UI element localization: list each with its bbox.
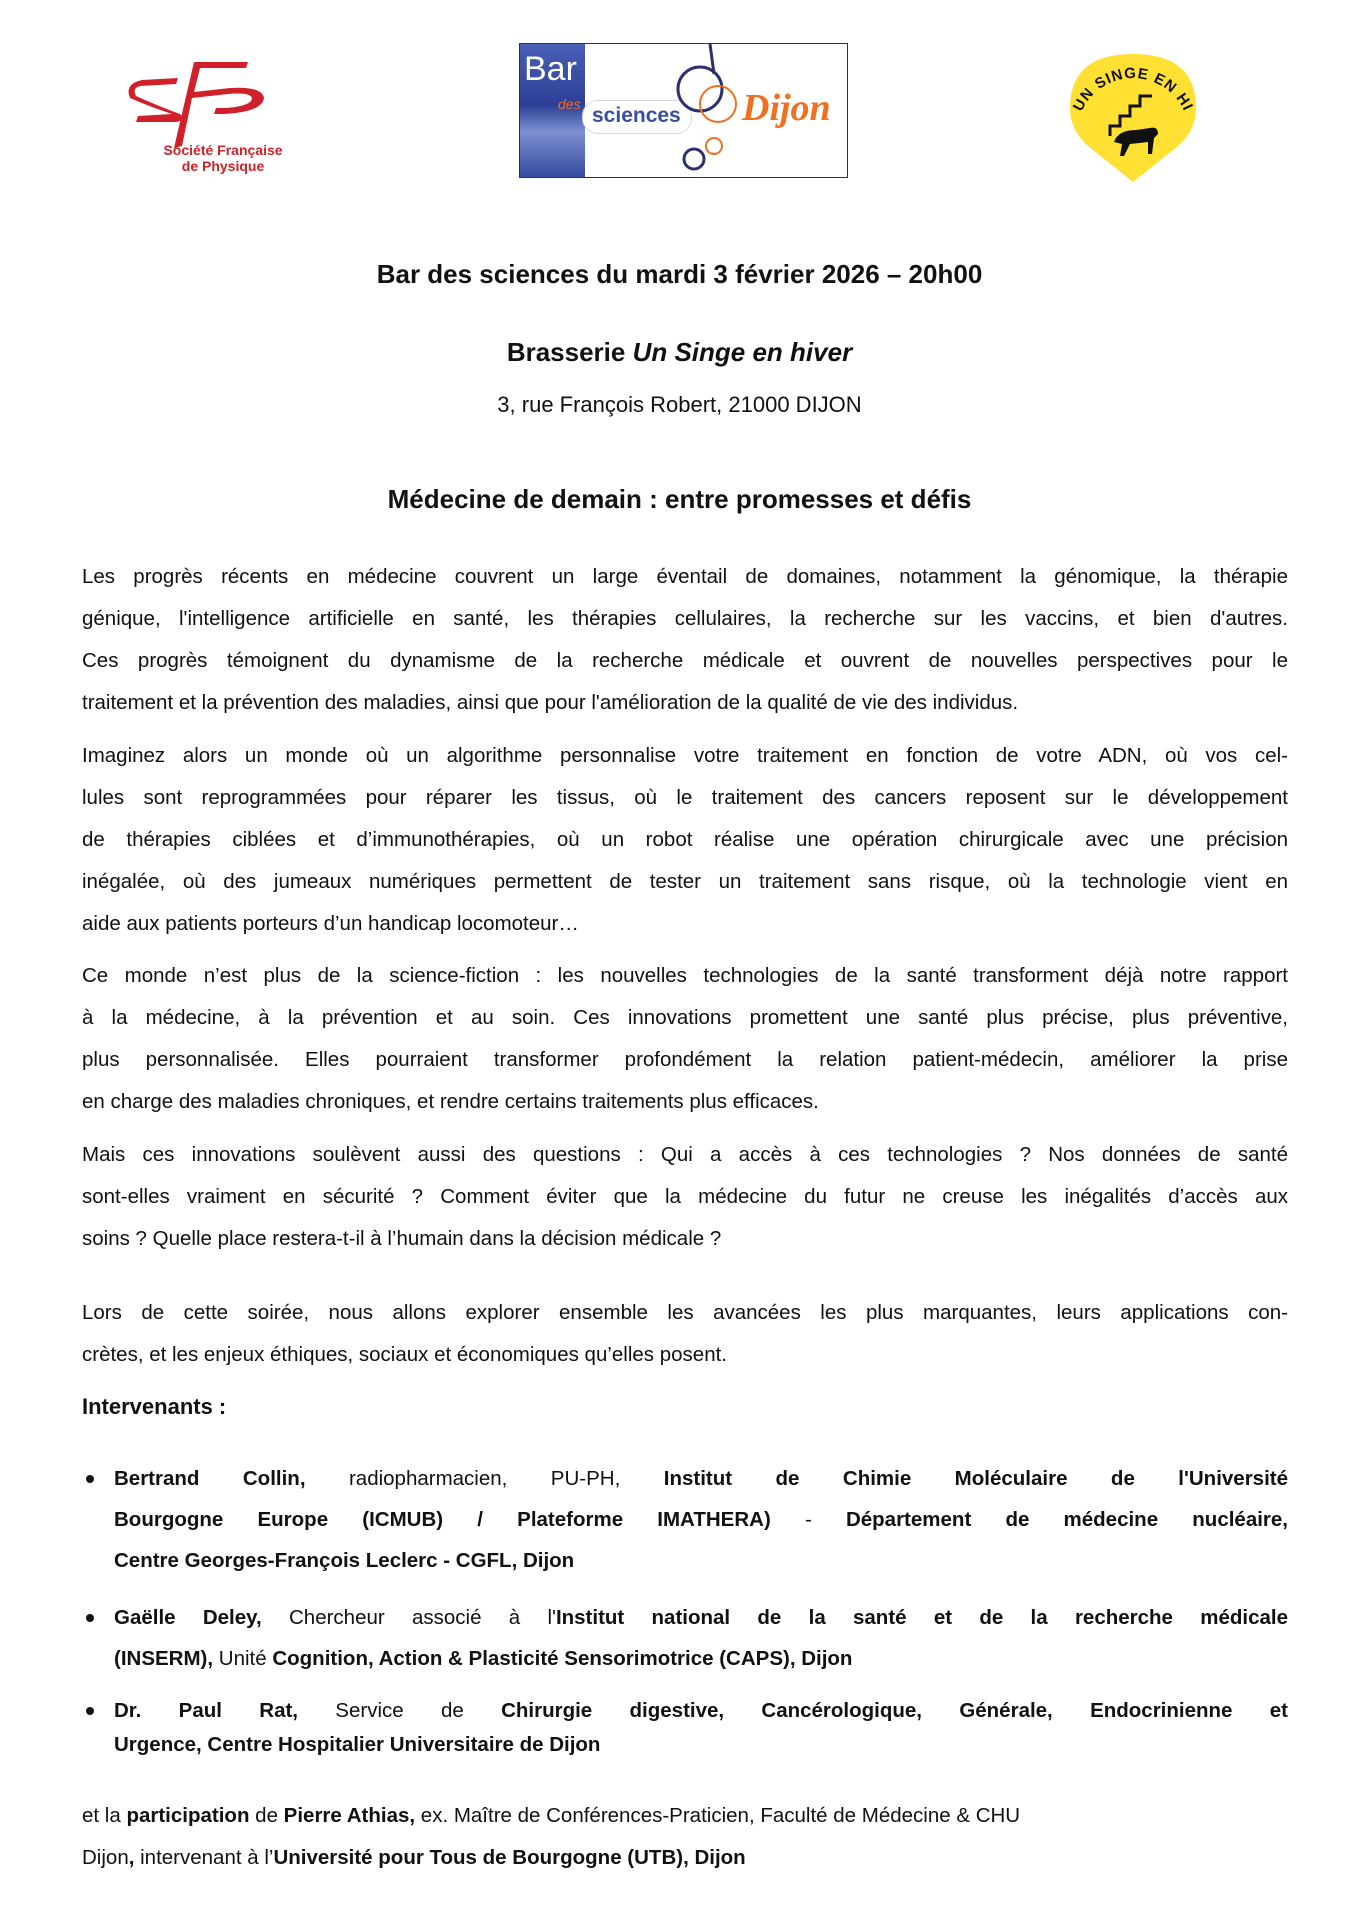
bold-text: Centre Georges-François Leclerc - CGFL, Dijon	[114, 1549, 575, 1572]
paragraph-line: Ce monde n’est plus de la science-fiction : les nouvelles technologies de la santé transforment déjà notre rapport	[82, 964, 1288, 987]
paragraph-questions	[82, 1134, 1288, 1260]
speaker-text	[114, 1597, 1288, 1679]
paragraph-line: traitement et la prévention des maladies, ainsi que pour l'amélioration de la qualité de vie des individus.	[82, 691, 1019, 714]
text-line	[114, 1499, 1288, 1540]
bold-text: Dr. Paul Rat,	[114, 1699, 298, 1722]
paragraph-line: Mais ces innovations soulèvent aussi des questions : Qui a accès à ces technologies ? Nos données de santé	[82, 1143, 1288, 1166]
paragraph-science-fiction	[82, 955, 1288, 1123]
text-run: intervenant à l’	[134, 1846, 274, 1869]
bold-text: Institut national de la santé et de la recherche médicale	[555, 1606, 1288, 1629]
text-run: ex. Maître de Conférences-Praticien, Faculté de Médecine & CHU	[415, 1804, 1021, 1827]
bold-text: Université pour Tous de Bourgogne (UTB), Dijon	[273, 1846, 746, 1869]
text-run: et la	[82, 1804, 127, 1827]
bold-text: Bourgogne Europe (ICMUB) / Plateforme IMATHERA)	[114, 1508, 771, 1531]
text-run: Chercheur associé à l'	[261, 1606, 556, 1629]
text-run: radiopharmacien, PU-PH,	[305, 1467, 664, 1490]
bar-des-sciences-logo	[519, 43, 848, 178]
sfp-logo-text-1: Société Française	[163, 142, 283, 158]
text-run: Dijon	[82, 1846, 129, 1869]
text-line	[82, 1837, 1288, 1879]
bold-text: Pierre Athias,	[283, 1804, 416, 1827]
event-title: Bar des sciences du mardi 3 février 2026 – 20h00	[376, 259, 983, 289]
paragraph-imagine	[82, 735, 1288, 945]
bullet-icon	[86, 1475, 94, 1483]
bicycle-figure-icon	[670, 44, 750, 178]
text-run: Service de	[298, 1699, 502, 1722]
topic-title: Médecine de demain : entre promesses et défis	[387, 484, 972, 514]
paragraph-line: crètes, et les enjeux éthiques, sociaux et économiques qu’elles posent.	[82, 1343, 727, 1366]
venue-heading	[0, 337, 1359, 368]
paragraph-line: Ces progrès témoignent du dynamisme de la recherche médicale et ouvrent de nouvelles perspectives pour le	[82, 649, 1288, 672]
paragraph-line: soins ? Quelle place restera-t-il à l’humain dans la décision médicale ?	[82, 1227, 722, 1250]
logo-des-text: des	[558, 96, 581, 112]
bold-text: Chirurgie digestive, Cancérologique, Générale, Endocrinienne et	[501, 1699, 1288, 1722]
text-run: Unité	[213, 1647, 273, 1670]
text-run: -	[770, 1508, 846, 1531]
venue-prefix: Brasserie	[506, 337, 633, 367]
paragraph-line: sont-elles vraiment en sécurité ? Comment éviter que la médecine du futur ne creuse les inégalités d’accès aux	[82, 1185, 1288, 1208]
bold-text: participation	[126, 1804, 250, 1827]
bullet-icon	[86, 1614, 94, 1622]
sfp-logo	[128, 62, 308, 182]
un-singe-en-hiver-logo	[1058, 46, 1208, 186]
paragraph-intro	[82, 556, 1288, 724]
text-line	[82, 1795, 1288, 1837]
paragraph-line: de thérapies ciblées et d’immunothérapies, où un robot réalise une opération chirurgicale avec une précision	[82, 828, 1288, 851]
bold-text: (INSERM),	[114, 1647, 214, 1670]
bold-text: Bertrand Collin,	[114, 1467, 306, 1490]
paragraph-line: aide aux patients porteurs d’un handicap locomoteur…	[82, 912, 579, 935]
logo-sciences-text: sciences	[592, 104, 681, 127]
paragraph-line: plus personnalisée. Elles pourraient transformer profondément la relation patient-médecin, améliorer la prise	[82, 1048, 1288, 1071]
paragraph-line: inégalée, où des jumeaux numériques permettent de tester un traitement sans risque, où la technologie vient en	[82, 870, 1288, 893]
bullet-icon	[86, 1707, 94, 1715]
singe-logo-mark	[1058, 46, 1208, 186]
venue-name: Un Singe en hiver	[632, 337, 853, 367]
closing-paragraph	[82, 1795, 1288, 1879]
bold-text: ,	[128, 1846, 135, 1869]
bold-text: Gaëlle Deley,	[114, 1606, 262, 1629]
text-line	[114, 1694, 1288, 1728]
paragraph-line: Imaginez alors un monde où un algorithme personnalise votre traitement en fonction de votre ADN, où vos cel-	[82, 744, 1288, 767]
text-line	[114, 1458, 1288, 1499]
text-line	[114, 1540, 1288, 1581]
text-line	[114, 1638, 1288, 1679]
bold-text: Département de médecine nucléaire,	[845, 1508, 1288, 1531]
singe-logo-text: UN SINGE EN HI	[1069, 64, 1197, 115]
bold-text: Institut de Chimie Moléculaire de l'Université	[663, 1467, 1288, 1490]
speaker-text	[114, 1694, 1288, 1762]
paragraph-line: à la médecine, à la prévention et au soin. Ces innovations promettent une santé plus précise, plus préventive,	[82, 1006, 1288, 1029]
paragraph-line: Lors de cette soirée, nous allons explorer ensemble les avancées les plus marquantes, leurs applications con-	[82, 1301, 1288, 1324]
text-run: de	[249, 1804, 284, 1827]
sfp-logo-text-2: de Physique	[181, 158, 265, 174]
text-line	[114, 1597, 1288, 1638]
text-line	[114, 1728, 1288, 1762]
logo-dijon-text: Dijon	[742, 87, 831, 129]
paragraph-soiree	[82, 1292, 1288, 1376]
bold-text: Cognition, Action & Plasticité Sensorimotrice (CAPS), Dijon	[272, 1647, 853, 1670]
logo-bar-text: Bar	[524, 50, 577, 88]
paragraph-line: en charge des maladies chroniques, et rendre certains traitements plus efficaces.	[82, 1090, 819, 1113]
paragraph-line: lules sont reprogrammées pour réparer les tissus, où le traitement des cancers reposent sur le développement	[82, 786, 1288, 809]
venue-address: 3, rue François Robert, 21000 DIJON	[497, 392, 862, 417]
speakers-heading: Intervenants :	[82, 1394, 227, 1419]
bold-text: Urgence, Centre Hospitalier Universitaire de Dijon	[114, 1733, 601, 1756]
speaker-text	[114, 1458, 1288, 1581]
paragraph-line: Les progrès récents en médecine couvrent un large éventail de domaines, notamment la génomique, la thérapie	[82, 565, 1288, 588]
paragraph-line: génique, l'intelligence artificielle en santé, les thérapies cellulaires, la recherche sur les vaccins, et bien d'autres.	[82, 607, 1288, 630]
